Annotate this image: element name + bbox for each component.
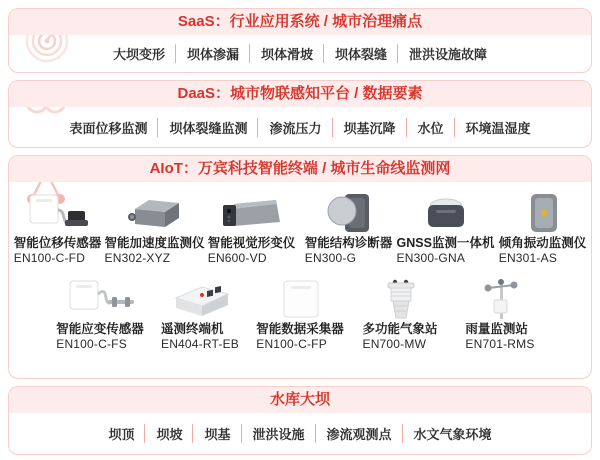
device-model: EN300-GNA bbox=[396, 251, 466, 265]
displacement-sensor-image bbox=[18, 190, 98, 236]
saas-tag: 坝体裂缝 bbox=[323, 44, 387, 63]
device-model: EN600-VD bbox=[207, 251, 267, 265]
device-card bbox=[450, 276, 550, 352]
device-name: 多功能气象站 bbox=[362, 322, 438, 336]
daas-tag: 坝体裂缝监测 bbox=[157, 118, 247, 137]
dam-tag: 坝顶 bbox=[108, 427, 135, 442]
device-model: EN700-MW bbox=[362, 337, 427, 351]
device-name: 智能视觉形变仪 bbox=[207, 236, 296, 250]
device-name: 智能数据采集器 bbox=[256, 322, 344, 336]
rain-station-image bbox=[460, 276, 540, 322]
daas-tag: 水位 bbox=[406, 118, 444, 137]
daas-tag: 表面位移监测 bbox=[69, 120, 148, 136]
daas-tag: 渗流压力 bbox=[257, 118, 321, 137]
structure-diagnoser-image bbox=[309, 190, 389, 236]
device-name: 智能位移传感器 bbox=[13, 236, 102, 250]
dam-tag: 渗流观测点 bbox=[315, 424, 392, 443]
device-card bbox=[106, 190, 203, 266]
saas-tag-row bbox=[113, 44, 487, 63]
device-model: EN701-RMS bbox=[465, 337, 535, 351]
saas-tag: 大坝变形 bbox=[112, 47, 165, 62]
device-card bbox=[397, 190, 494, 266]
saas-header bbox=[9, 9, 591, 35]
device-name: 雨量监测站 bbox=[465, 322, 528, 336]
aiot-panel bbox=[8, 155, 592, 379]
dam-panel bbox=[8, 386, 592, 455]
strain-sensor-image bbox=[60, 276, 140, 322]
saas-title: SaaS：行业应用系统 / 城市治理痛点 bbox=[177, 13, 423, 30]
aiot-header bbox=[9, 156, 591, 182]
vision-camera-image bbox=[212, 190, 292, 236]
daas-title: DaaS：城市物联感知平台 / 数据要素 bbox=[177, 85, 423, 102]
device-model: EN100-C-FP bbox=[256, 337, 327, 351]
dam-title: 水库大坝 bbox=[269, 391, 330, 408]
device-card bbox=[203, 190, 300, 266]
device-card bbox=[150, 276, 250, 352]
data-collector-image bbox=[260, 276, 340, 322]
tilt-vibration-image bbox=[503, 190, 583, 236]
daas-tag: 坝基沉降 bbox=[332, 118, 396, 137]
gnss-unit-image bbox=[406, 190, 486, 236]
device-card bbox=[50, 276, 150, 352]
telemetry-terminal-image bbox=[160, 276, 240, 322]
daas-header bbox=[9, 81, 591, 107]
saas-panel bbox=[8, 8, 592, 73]
daas-panel bbox=[8, 80, 592, 148]
saas-tag: 坝体渗漏 bbox=[175, 44, 239, 63]
device-name: 智能应变传感器 bbox=[56, 322, 144, 336]
aiot-title: AIoT：万宾科技智能终端 / 城市生命线监测网 bbox=[149, 160, 451, 177]
device-card bbox=[350, 276, 450, 352]
device-row-1 bbox=[9, 190, 591, 266]
weather-station-image bbox=[360, 276, 440, 322]
device-model: EN301-AS bbox=[498, 251, 558, 265]
device-model: EN300-G bbox=[304, 251, 357, 265]
dam-tag-row bbox=[108, 424, 491, 443]
device-card bbox=[494, 190, 591, 266]
daas-tag-row bbox=[69, 118, 530, 137]
device-card bbox=[300, 190, 397, 266]
device-name: GNSS监测一体机 bbox=[396, 236, 495, 250]
dam-header bbox=[9, 387, 591, 413]
device-name: 智能结构诊断器 bbox=[304, 236, 393, 250]
device-card bbox=[9, 190, 106, 266]
device-model: EN404-RT-EB bbox=[160, 337, 239, 351]
dam-tag: 坝坡 bbox=[144, 424, 182, 443]
dam-tag: 坝基 bbox=[192, 424, 230, 443]
device-model: EN100-C-FD bbox=[13, 251, 86, 265]
device-row-2 bbox=[9, 276, 591, 352]
device-name: 倾角振动监测仪 bbox=[498, 236, 587, 250]
device-name: 智能加速度监测仪 bbox=[104, 236, 205, 250]
dam-tag: 泄洪设施 bbox=[241, 424, 305, 443]
device-card bbox=[250, 276, 350, 352]
dam-tag: 水文气象环境 bbox=[402, 424, 492, 443]
daas-tag: 环境温湿度 bbox=[454, 118, 531, 137]
device-model: EN100-C-FS bbox=[56, 337, 127, 351]
accelerometer-image bbox=[115, 190, 195, 236]
saas-tag: 坝体滑坡 bbox=[249, 44, 313, 63]
saas-tag: 泄洪设施故障 bbox=[397, 44, 487, 63]
device-model: EN302-XYZ bbox=[104, 251, 171, 265]
device-name: 遥测终端机 bbox=[160, 322, 224, 336]
